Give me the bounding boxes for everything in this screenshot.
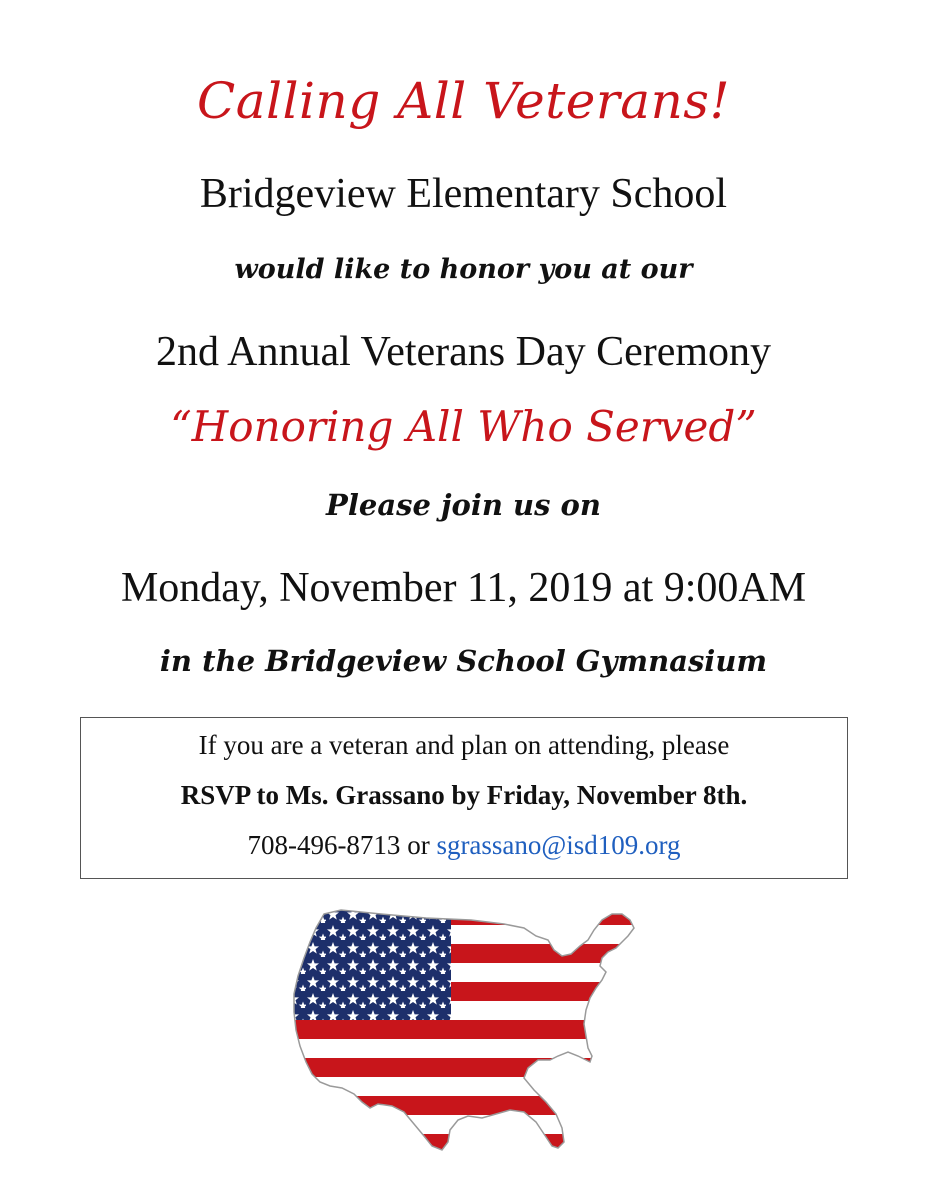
ceremony-theme: “Honoring All Who Served” [170,402,757,451]
honor-line: would like to honor you at our [234,254,693,285]
rsvp-email-link[interactable]: sgrassano@isd109.org [436,830,681,860]
ceremony-title: 2nd Annual Veterans Day Ceremony [155,329,772,375]
event-location: in the Bridgeview School Gymnasium [159,644,768,678]
usa-flag-map-icon [286,906,646,1156]
rsvp-box [80,717,848,879]
rsvp-contact [81,830,847,861]
join-line: Please join us on [326,488,601,522]
rsvp-or: or [400,830,437,860]
rsvp-intro: If you are a veteran and plan on attending, please [198,730,730,760]
school-name: Bridgeview Elementary School [199,171,728,217]
headline: Calling All Veterans! [196,72,731,130]
rsvp-deadline: RSVP to Ms. Grassano by Friday, November 8th. [180,780,748,810]
event-date-time: Monday, November 11, 2019 at 9:00AM [120,565,807,611]
rsvp-phone: 708-496-8713 [247,830,401,860]
